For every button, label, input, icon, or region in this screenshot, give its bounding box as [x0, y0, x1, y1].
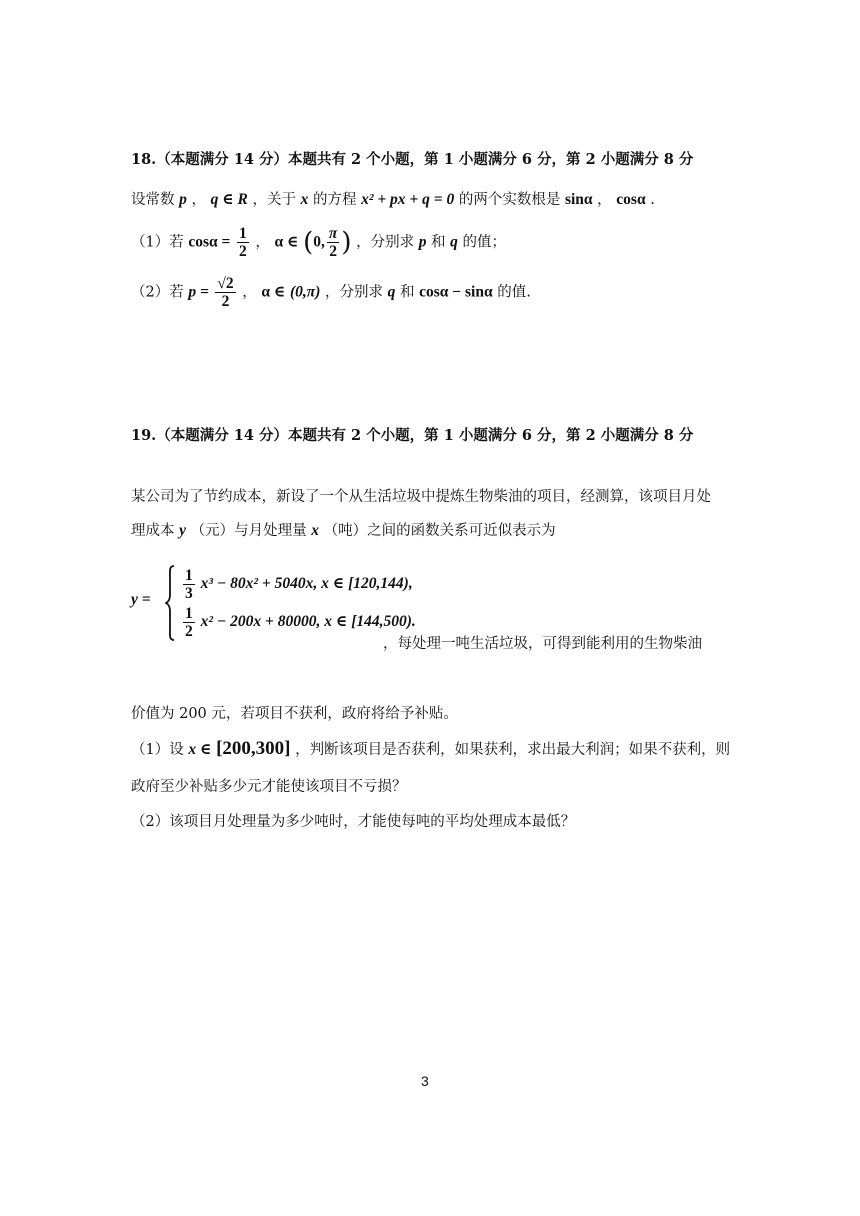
- q19-stem-line2-t1: 理成本: [131, 523, 175, 539]
- q18-part2-sep: ，: [242, 284, 257, 301]
- q18-part2-expr: cosα − sinα: [419, 283, 493, 301]
- q18-stem-x: x: [300, 191, 309, 208]
- row2-frac-den: 2: [185, 623, 193, 640]
- row2-expr: x² − 200x + 80000, x ∈ [144,500).: [200, 613, 416, 631]
- q18-part1-p: p: [418, 233, 427, 251]
- row2-frac-num: 1: [185, 605, 193, 622]
- q18-part1-fraction: [237, 225, 249, 260]
- q19-part1: [131, 739, 730, 760]
- piecewise-lhs: y =: [131, 591, 151, 608]
- q18-part1-q: q: [450, 233, 458, 251]
- q18-part1-and: 和: [431, 234, 446, 251]
- q19-stem-line1: 某公司为了节约成本，新设了一个从生活垃圾中提炼生物柴油的项目，经测算，该项目月处: [131, 489, 711, 505]
- q18-stem-t4: 的两个实数根是: [458, 192, 561, 208]
- q18-part2-p-eq: p =: [188, 283, 209, 301]
- row1-fraction: [183, 567, 195, 602]
- q19-stem-line2-t3: （吨）之间的函数关系可近似表示为: [323, 523, 556, 539]
- q18-part2-t1: ，分别求: [325, 284, 384, 301]
- q18-part2-alpha-in: α ∈: [261, 283, 286, 301]
- piecewise-row-2: [181, 605, 416, 640]
- q18-stem-cos: cosα: [616, 191, 646, 208]
- q18-stem-comma: ，: [597, 192, 612, 208]
- q19-part1-text: ，判断该项目是否获利，如果获利，求出最大利润；如果不获利，则: [295, 742, 731, 758]
- q19-stem-line2-y: y: [179, 522, 186, 539]
- q19-stem-line2-t2: （元）与月处理量: [190, 523, 307, 539]
- page-number: 3: [421, 1073, 429, 1089]
- q18-part1-label: （1）若: [131, 234, 184, 251]
- q18-part1-interval-left: 0,: [313, 233, 325, 251]
- q18-part2: [131, 275, 531, 310]
- q18-part2-t2: 的值.: [497, 284, 531, 301]
- q18-part1-frac-num: 1: [238, 225, 247, 242]
- q18-part2-fraction: [215, 275, 235, 310]
- q18-part2-q: q: [387, 283, 396, 301]
- q19-stem-line2: [131, 521, 556, 541]
- q18-part2-label: （2）若: [131, 284, 184, 301]
- q19-part2: （2）该项目月处理量为多少吨时，才能使每吨的平均处理成本最低？: [131, 814, 576, 830]
- q19-heading: 19.（本题满分 14 分）本题共有 2 个小题，第 1 小题满分 6 分，第 2 小题满分 8 分: [131, 427, 694, 444]
- q19-part1-x-in: x ∈: [188, 741, 212, 758]
- q18-part1-interval-den: 2: [329, 243, 337, 260]
- row1-frac-num: 1: [185, 567, 193, 584]
- q18-stem-end: .: [650, 192, 655, 208]
- q18-stem: [131, 190, 655, 210]
- q19-after-piecewise: ，每处理一吨生活垃圾，可得到能利用的生物柴油: [383, 636, 702, 652]
- left-paren: (: [303, 227, 314, 258]
- piecewise-row-1: [181, 567, 413, 602]
- q19-part1-line2: 政府至少补贴多少元才能使该项目不亏损？: [131, 779, 407, 795]
- row1-expr: x³ − 80x² + 5040x, x ∈ [120,144),: [200, 575, 413, 593]
- right-paren: ): [341, 227, 352, 258]
- q18-stem-q-in-r: q ∈ R: [210, 191, 248, 208]
- q18-stem-t3: 的方程: [312, 192, 357, 208]
- q19-part1-label: （1）设: [131, 742, 184, 758]
- q18-part1-t2: 的值；: [462, 234, 507, 251]
- q18-part1: [131, 225, 506, 260]
- q18-part1-cos-eq: cosα =: [188, 233, 231, 251]
- q19-part1-interval: [200,300]: [216, 738, 291, 759]
- q18-heading: 18.（本题满分 14 分）本题共有 2 个小题，第 1 小题满分 6 分，第 2 小题满分 8 分: [131, 151, 694, 168]
- q18-part1-frac-den: 2: [238, 243, 247, 260]
- q18-part2-frac-num: √2: [217, 275, 234, 292]
- q18-part2-and: 和: [400, 284, 415, 301]
- q18-part2-interval: (0,π): [290, 283, 321, 301]
- q18-part1-t1: ，分别求: [356, 234, 415, 251]
- q18-part1-interval-fraction: [327, 225, 339, 260]
- q18-stem-t2: ，关于: [252, 192, 296, 208]
- q19-stem-line4: 价值为 200 元，若项目不获利，政府将给予补贴。: [131, 706, 458, 722]
- q18-stem-p: p: [179, 191, 187, 208]
- q18-part1-interval-num: π: [328, 225, 338, 242]
- q19-stem-line2-x: x: [311, 522, 319, 539]
- q18-stem-sep: ，: [191, 192, 206, 208]
- q18-stem-t1: 设常数: [131, 192, 175, 208]
- q18-stem-sin: sinα: [564, 191, 593, 208]
- q18-stem-equation: x² + px + q = 0: [361, 191, 455, 208]
- q18-part1-alpha-in: α ∈: [274, 233, 299, 251]
- left-brace-icon: [165, 565, 175, 641]
- row1-frac-den: 3: [185, 585, 193, 602]
- q18-part2-frac-den: 2: [221, 293, 230, 310]
- row2-fraction: [183, 605, 195, 640]
- q18-part1-sep: ，: [255, 234, 270, 251]
